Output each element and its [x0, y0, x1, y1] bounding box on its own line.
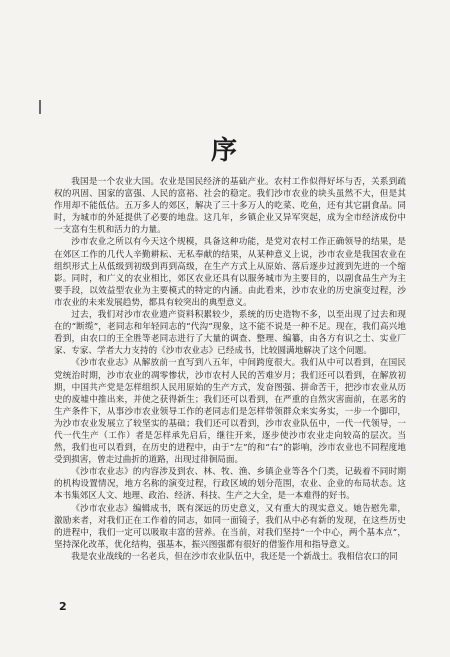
- body-text: [54, 176, 406, 563]
- paragraph: 沙市农业之所以有今天这个规模，具备这种功能，是党对农村工作正确领导的结果，是在郊区工作的几代人辛勤耕耘、无私奉献的结果，从某种意义上说，沙市农业是我国农业在组织形式上从低级到初级到再到高级，在生产方式上从原始、落后逐步过渡到先进的一个缩影。同时，和广义的农业相比，郊区农业还具有以服务城市为主要目的，以副食品生产为主要手段，以效益型农业为主要模式的特定的内涵。由此看来，沙市农业的历史演变过程，沙市农业的未来发展趋势，都具有较突出的典型意义。: [54, 237, 406, 308]
- paragraph: 《沙市农业志》从解放前一直写到八五年，中间跨度很大。我们从中可以看到，在国民党统治时期，沙市农业的凋零惨状，沙市农村人民的苦难岁月；我们还可以看到，在解放初期，中国共产党是怎样组织人民用原始的生产方式，发奋图强、拼命苦干，把沙市农业从历史的废墟中推出来，并使之获得新生；我们还可以看到，在严重的自然灾害面前，在恶劣的生产条件下，从事沙市农业领导工作的老同志们是怎样带领群众来实务实，一步一个脚印，为沙市农业发展立了较坚实的基础；我们还可以看到，沙市农业队伍中，一代一代领导，一代一代生产（工作）者是怎样承先启后，继往开来，逐步使沙市农业走向较高的层次。当然，我们也可以看到，在历史的进程中，由于“左”的和“右”的影响，沙市农业也不同程度地受到损害，曾走过曲折的道路，出现过徘徊局面。: [54, 358, 406, 466]
- paragraph: 过去，我们对沙市农业遗产资料积累较少，系统的历史造物不多，以至出现了过去和现在的“断缆”，老同志和年轻同志的“代沟”现象，这不能不说是一种不足。现在，我们高兴地看到，由农口的王全胜等老同志进行了大量的调查、整理、编纂，由各方有识之士、实业厂家、专家、学者大力支持的《沙市农业志》已经成书，比较圆满地解决了这个问题。: [54, 310, 406, 357]
- paragraph: 我国是一个农业大国。农业是国民经济的基础产业。农村工作似得好坏与否，关系到疏权的巩固、国家的富强、人民的富裕、社会的稳定。我们沙市农业的块头虽然不大，但是其作用却不能低估。五万多人的郊区，解决了三十多万人的吃菜、吃鱼，还有其它副食品。同时，为城市的外延提供了必要的地盘。这几年，乡镇企业又异军突起，成为全市经济成份中一支富有生机和活力的力量。: [54, 177, 406, 236]
- paragraph: 我是农业战线的一名老兵，但在沙市农业队伍中，我还是一个新战士。我相信农口的同: [71, 551, 398, 562]
- page-number: 2: [59, 600, 67, 613]
- paragraph: 《沙市农业志》的内容涉及到农、林、牧、渔、乡镇企业等各个门类，记载着不同时期的机构设置情况，地方名称的演变过程，行政区域的划分范围，农业、企业的布局状态。这本书集郊区人文、地理、政治、经济、科技、生产之大全，是一本难得的好书。: [54, 467, 406, 502]
- page-title: 序: [210, 136, 239, 166]
- paragraph: 《沙市农业志》编辑成书，既有深远的历史意义，又有重大的现实意义。她告慰先辈，激励来者，对我们正在工作着的同志，如同一面镜子，我们从中必有新的发现，在这些历史的进程中，我们一定可以吸取丰富的营养。在当前，对我们坚持“一个中心，两个基本点”，坚持深化改革，优化结构，强基本，振兴图强都有很好的借鉴作用和指导意义。: [54, 503, 406, 550]
- margin-mark: [39, 100, 41, 114]
